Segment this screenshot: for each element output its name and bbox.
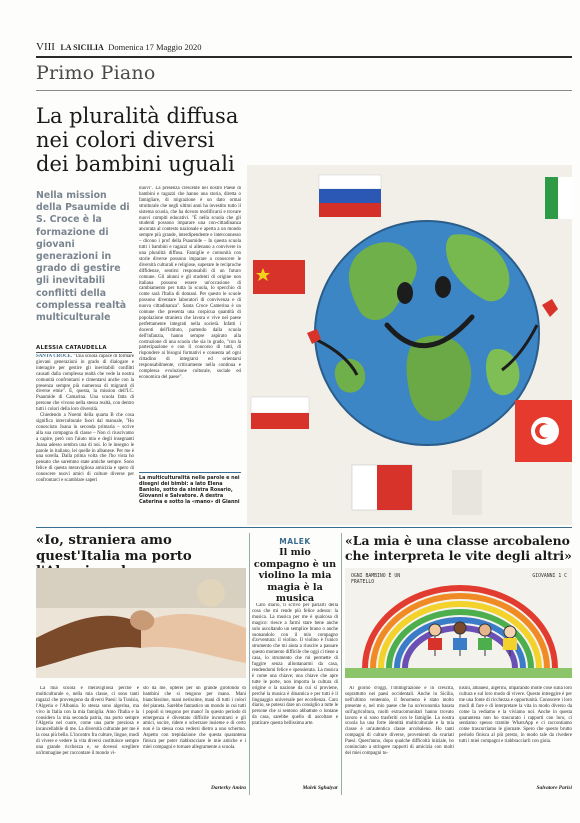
article3-signature: Malek Sghaiyar <box>302 785 338 791</box>
article2-col1: La mia scuola è meravigliosa perché è multiculturale e, nella mia classe, ci sono tanti ragazzi che provengono da diversi Paesi: la Tunisia, l'Algeria e l'Albania. Io stessa sono algerina, ma vivo in Italia con la mia famiglia. Amo l'Italia e la considero la mia seconda patria, ma porto sempre l'Algeria nel cuore, come una parte preziosa e incancellabile di me. La diversità culturale per me è la cosa più bella. L'incontro fra culture, lingue, modi di vivere e vedere la vita diversi costituisce sempre una grande ricchezza e, se dovessi scegliere un'immagine per raccontare il mondo vi- <box>36 686 139 756</box>
globe-drawing <box>247 165 572 525</box>
flag-poland <box>251 397 309 429</box>
paper-name: LA SICILIA <box>60 43 104 52</box>
article4-signature: Salvatore Parisi <box>536 785 572 791</box>
flag-tunisia <box>515 400 572 462</box>
col-divider-2 <box>341 533 342 795</box>
rainbow-drawing-caption-left: OGNI BAMBINO È UN FRATELLO <box>351 574 401 585</box>
section-rule <box>36 90 572 91</box>
rainbow-drawing-caption-right: GIOVANNI 1 C <box>532 574 567 579</box>
mid-rule <box>36 527 572 528</box>
flag-china <box>253 260 305 294</box>
dateline: SANTA CROCE. <box>36 354 73 359</box>
issue-date: Domenica 17 Maggio 2020 <box>108 42 202 52</box>
flag-bottom <box>352 465 412 510</box>
photo-caption: La multiculturalità nelle parole e nei disegni dei bimbi: a lato Elena Baniolo, sotto da sinistra Rosario, Giovanni e Salvatore. A destra Caterina e sotto la «mano» di Gianni <box>139 472 241 524</box>
flag-russia <box>319 175 381 217</box>
hands-drawing <box>36 568 246 678</box>
article4-col2: nisini, albanesi, algerini, imparando molte cose sulla loro cultura e sul loro modo di vivere. Questo intreggire è per me una fonte di ricchezza e opportunità. Conoscere i loro modi di fare e di interpretare la vita in modo diverso da come la vediamo e la viviamo noi. Anche in questa quarantena non ho trascurato i rapporti con loro, ci sentiamo spesso tramite WhatsApp e ci raccontiamo come trascorriamo le giornate. Spero che questo brutto periodo finisca al più presto, in modo tale da rivedere tutti i miei compagni e riabbracciarli con gioia. <box>459 686 572 745</box>
main-article-col1: SANTA CROCE. "Una scuola capace di formare giovani generazioni in grado di dialogare e interagire per gestire gli inevitabili conflitti causati dalla complessa realtà che vede la nostra comunità confrontarsi e cimentarsi anche con la presenza sempre più numerosa di migranti di diverse etnie". È, questa, la mission dell'I.C. Psaumide di Camarina. Una scuola fatta di persone che vivono nella stessa realtà, con dentro tutti i colori della loro diversità. Chiedendo a Noemi della quarta B che cosa significa interculturale fuori dal manuale, "Ho conosciuto Joana in seconda primaria – scrive alla sua compagna di classe – Non ci riuscivamo a capire, però con l'aiuto mio e degli insegnanti Joana adesso sembra una di noi. Io le insegno le parole in italiano, lei quelle in albanese. Per me è una sorella. Dalla prima volta che l'ho vista ho pensato che saremmo state amiche sempre. Sono felice di questa meravigliosa amicizia e spero di conoscere nuovi amici di culture diverse per confrontarci e scambiare saperi <box>36 354 134 484</box>
article3-headline: Il mio compagno è un violino la mia magia è la musica <box>253 547 337 605</box>
rainbow-drawing <box>345 568 572 678</box>
article2-signature: Darterky Amira <box>211 785 246 791</box>
author-byline: ALESSIA CATAUDELLA <box>36 345 132 353</box>
main-article-col2: nuovi". La presenza crescente nel nostro Paese di bambini e ragazzi che hanno una storia, diretta o famigliare, di migrazione è un dato ormai strutturale che negli ultimi anni ha investito tutto il sistema scuola, che ha dovuto modificarsi e trovare nuovi compiti educativi. "È nella scuola che gli studenti possono imparare una con-cittadinanza ancorata al contesto nazionale e aperta a un mondo sempre più grande, interdipendente e interconnesso – dicono i prof della Psaumide – In questa scuola tutti i bambini e ragazzi si allenano a convivere in una pluralità diffusa. Famiglie e comunità con storie diverse possono imparare a conoscere le diversità culturali e religiose, superare le reciproche diffidenze, sentirsi responsabili di un futuro comune. Gli alunni e gli studenti di origine non italiana possono essere un'occasione di cambiamento per tutta la scuola, lo specchio di come sarà l'Italia di domani. Per questo le scuole possono diventare laboratori di convivenza e di nuova cittadinanza". Santa Croce Camerina è un comune che presenta una cospicua quantità di popolazione straniera che lavora e vive nel paese perfettamente integrati nella società. Infatti i docenti dell'Istituto, partendo dalla scuola dell'infanzia, hanno sempre aspirato alla costruzione di una scuola che sia in grado, "con la partecipazione e con il concorso di tutti, di rispondere ai bisogni formativi e consenta ad ogni cittadino di integrarsi ed orientarsi responsabilmente, criticamente nella continua e complessa evoluzione culturale, sociale ed economica del paese". <box>139 186 241 380</box>
article3-author-label: MALEK <box>279 537 311 546</box>
flag-italy <box>545 177 572 219</box>
globe-illustration <box>247 165 572 525</box>
article4-col1: Al giorno d'oggi, l'immigrazione è in crescita, soprattutto nei paesi occidentali. Anche in Sicilia, nell'ultimo ventennio, il fenomeno è stato molto presente e, nel mio paese che ha un'economia basata sull'agricoltura, molti extracomunitari hanno trovato lavoro e si sono trasferiti con le famiglie. La nostra scuola ha una forte identità multiculturale e la mia classe è un'autentica classe arcobaleno. Ho tanti compagni di culture diverse, provenienti da svariati Paesi. Quest'anno, dopo qualche difficoltà iniziale, ho cominciato a stringere rapporti di amicizia con molti dei miei compagni tu- <box>345 686 454 756</box>
article3-text: Caro diario, ti scrivo per parlarti della cosa che mi rende più felice adesso: la musica. La musica per me è qualcosa di magico: riesce a farmi stare bene anche solo ascoltando un semplice brano o anche suonandolo con il mio compagno d'avventura: il violino. Il violino è l'unico strumento che mi aiuta a riuscire a passare questo momento difficile che oggi ci tiene a casa, lo strumento che mi permette di fuggire senza allontanarmi da casa, rendendomi felice e spensierata. La musica è come una chiave; una chiave che apre tutte le porte, non importa la cultura di origine o la nazione da cui si proviene, perché la musica è dinamica e per tutti è il linguaggio universale per eccellenza. Caro diario, se potessi dare un consiglio a tutte le persone che si sentono abbattute o lontane da casa, sarebbe quello di ascoltare e praticare questa bellissima arte. <box>252 603 338 727</box>
masthead <box>36 41 572 53</box>
article2-headline: «Io, straniera amo quest'Italia ma porto <box>36 533 192 564</box>
page-number: VIII <box>36 41 55 53</box>
main-subhead: Nella mission della Psaumide di S. Croce è la formazione di giovani generazioni in grado di gestire gli inevitabili conflitti della complessa realtà multiculturale <box>36 190 130 324</box>
article2-col2: sto da me, opterei per un grande girotondo di bambini che si tengono per mano. Mani bianchissime, mani nerissime, mani di tutti i colori del pianeta. Sarebbe fantastico un mondo in cui tutti i popoli si tengono per mano! In questo periodo di emergenza è diventato difficile incontrarsi e gli amici, uscire, ridere e scherzare insieme e di certo non è la stessa cosa vedersi dietro a uno schermo. Aspetto con trepidazione che questa quarantena finisca per poter riabbracciare le mie amiche e i miei compagni e tornare allegramente a scuola. <box>143 686 246 751</box>
main-headline: La pluralità diffusa nei colori diversi dei bambini uguali <box>36 104 239 176</box>
article4-headline: «La mia è una classe arcobaleno che interpreta le vite degli altri» <box>345 533 572 563</box>
masthead-rule <box>36 56 572 58</box>
col-divider-1 <box>249 533 250 795</box>
section-title: Primo Piano <box>36 62 156 84</box>
hands-illustration <box>36 568 246 678</box>
